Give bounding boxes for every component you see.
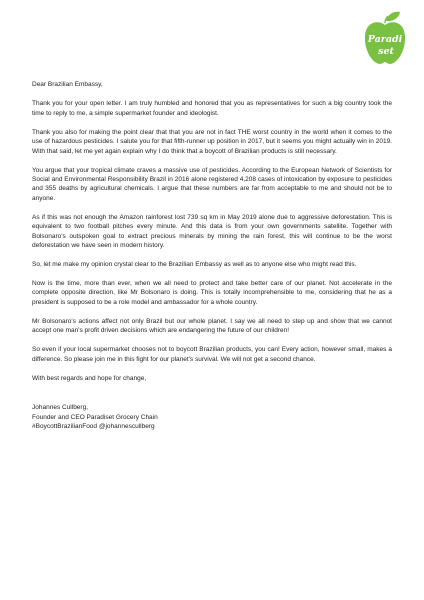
apple-leaf-icon bbox=[362, 10, 408, 66]
paragraph: You argue that your tropical climate craves a massive use of pesticides. According to the European Network of Scientists for Social and Environmental Responsibility Brazil in 2016 alone registered 4,208 cases of intoxication by exposure to pesticides and 355 deaths by agricultural chemicals. I argue that these numbers are far from acceptable to me and should not be to anyone. bbox=[32, 166, 392, 202]
signature-block bbox=[32, 403, 392, 431]
signature-title: Founder and CEO Paradiset Grocery Chain bbox=[32, 413, 158, 421]
greeting: Dear Brazilian Embassy, bbox=[32, 81, 103, 88]
paragraph: Thank you for your open letter. I am truly humbled and honored that you as representatives for such a big country took the time to reply to me, a simple supermarket founder and ideologist. bbox=[32, 100, 392, 117]
paragraph: So even if your local supermarket chooses not to boycott Brazilian products, you can! Every action, however small, makes a difference. So please join me in this fight for our planet's survival. We will not get a second chance. bbox=[32, 346, 392, 363]
closing: With best regards and hope for change, bbox=[32, 374, 147, 382]
letter-body bbox=[32, 80, 392, 431]
logo-text-top: Paradi bbox=[367, 34, 403, 45]
paragraph: As if this was not enough the Amazon rainforest lost 739 sq km in May 2019 alone due to aggressive deforestation. This is equivalent to two football pitches every minute. And this data is from your own governments satellite. Together with Bolsonaro's outspoken goal to extract precious minerals by mining the rain forest, this will continue to be the worst deforestation we have seen in modern history. bbox=[32, 213, 392, 250]
signature-tags: #BoycottBrazilianFood @johannescullberg bbox=[32, 422, 155, 430]
logo-text-bottom: set bbox=[378, 46, 394, 57]
signature-name: Johannes Cullberg, bbox=[32, 404, 89, 412]
paragraph: So, let me make my opinion crystal clear to the Brazilian Embassy as well as to anyone else who might read this. bbox=[32, 261, 357, 269]
paragraph: Mr Bolsonaro's actions affect not only Brazil but our whole planet. I say we all need to step up and show that we cannot accept one man's profit driven decisions which are endangering the future of our children! bbox=[32, 317, 392, 335]
paragraph: Now is the time, more than ever, when we all need to protect and take better care of our planet. Not accelerate in the complete opposite direction, like Mr Bolsonaro is doing. This is totally incomprehensible to me, considering that he as a president is supposed to be a role model and ambassador for a whole country. bbox=[32, 280, 392, 306]
paragraph: Thank you also for making the point clear that that you are not in fact THE worst country in the world when it comes to the use of hazardous pesticides. I salute you for that fifth-runner up position in 2017, but it seems you might actually win in 2019. With that said, let me yet again explain why I do think that a boycott of Brazilian products is still necessary. bbox=[32, 128, 392, 155]
